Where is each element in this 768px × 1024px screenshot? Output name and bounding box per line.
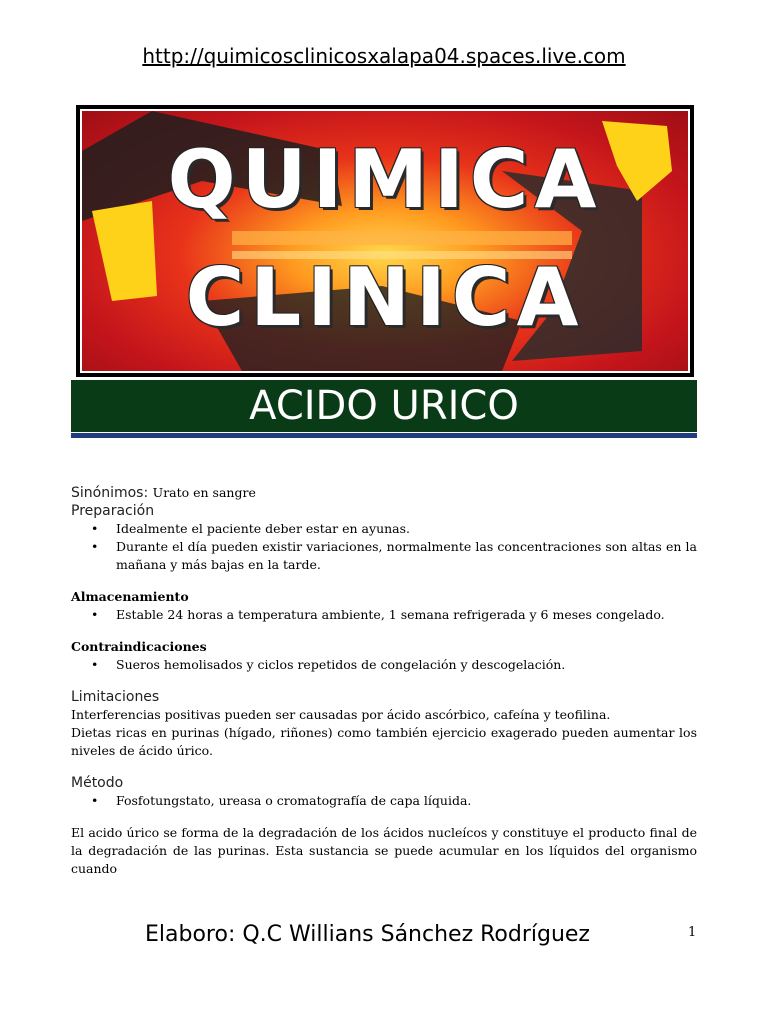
- sinonimos-value: Urato en sangre: [152, 485, 256, 500]
- page-number: 1: [688, 925, 697, 940]
- almacenamiento-heading: Almacenamiento: [71, 589, 189, 604]
- banner-image: [76, 105, 694, 377]
- banner-word-clinica: CLINICA: [185, 251, 585, 344]
- limitaciones-line: Interferencias positivas pueden ser causadas por ácido ascórbico, cafeína y teofilina.: [71, 707, 611, 722]
- footer-author: Elaboro: Q.C Willians Sánchez Rodríguez: [145, 922, 590, 947]
- almacenamiento-list: [71, 606, 697, 624]
- list-item: • Fosfotungstato, ureasa o cromatografía de capa líquida.: [71, 792, 697, 810]
- title-divider: [71, 433, 697, 438]
- limitaciones-heading: Limitaciones: [71, 689, 160, 705]
- list-item: • Idealmente el paciente deber estar en ayunas.: [71, 520, 697, 538]
- contraindicaciones-list: [71, 656, 697, 674]
- metodo-heading: Método: [71, 775, 124, 791]
- limitaciones-line: Dietas ricas en purinas (hígado, riñones) como también ejercicio exagerado pueden aumentar los niveles de ácido úrico.: [71, 725, 697, 758]
- list-item: • Sueros hemolisados y ciclos repetidos de congelación y descogelación.: [71, 656, 697, 674]
- banner-word-quimica: QUIMICA: [167, 133, 603, 226]
- sinonimos-row: [71, 484, 697, 502]
- preparacion-heading: Preparación: [71, 503, 155, 519]
- sinonimos-label: Sinónimos:: [71, 485, 149, 501]
- metodo-list: [71, 792, 697, 810]
- list-item: • Durante el día pueden existir variaciones, normalmente las concentraciones son altas en la mañana y más bajas en la tarde.: [71, 538, 697, 574]
- header-url-link[interactable]: http://quimicosclinicosxalapa04.spaces.live.com: [142, 44, 626, 68]
- document-body: [71, 484, 697, 878]
- banner-artwork: [80, 109, 690, 373]
- preparacion-list: [71, 520, 697, 574]
- contraindicaciones-heading: Contraindicaciones: [71, 639, 207, 654]
- page-title: ACIDO URICO: [71, 380, 697, 432]
- closing-paragraph: El acido úrico se forma de la degradación de los ácidos nucleícos y constituye el producto final de la degradación de las purinas. Esta sustancia se puede acumular en los líquidos del organismo cuando: [71, 825, 697, 876]
- list-item: • Estable 24 horas a temperatura ambiente, 1 semana refrigerada y 6 meses congelado.: [71, 606, 697, 624]
